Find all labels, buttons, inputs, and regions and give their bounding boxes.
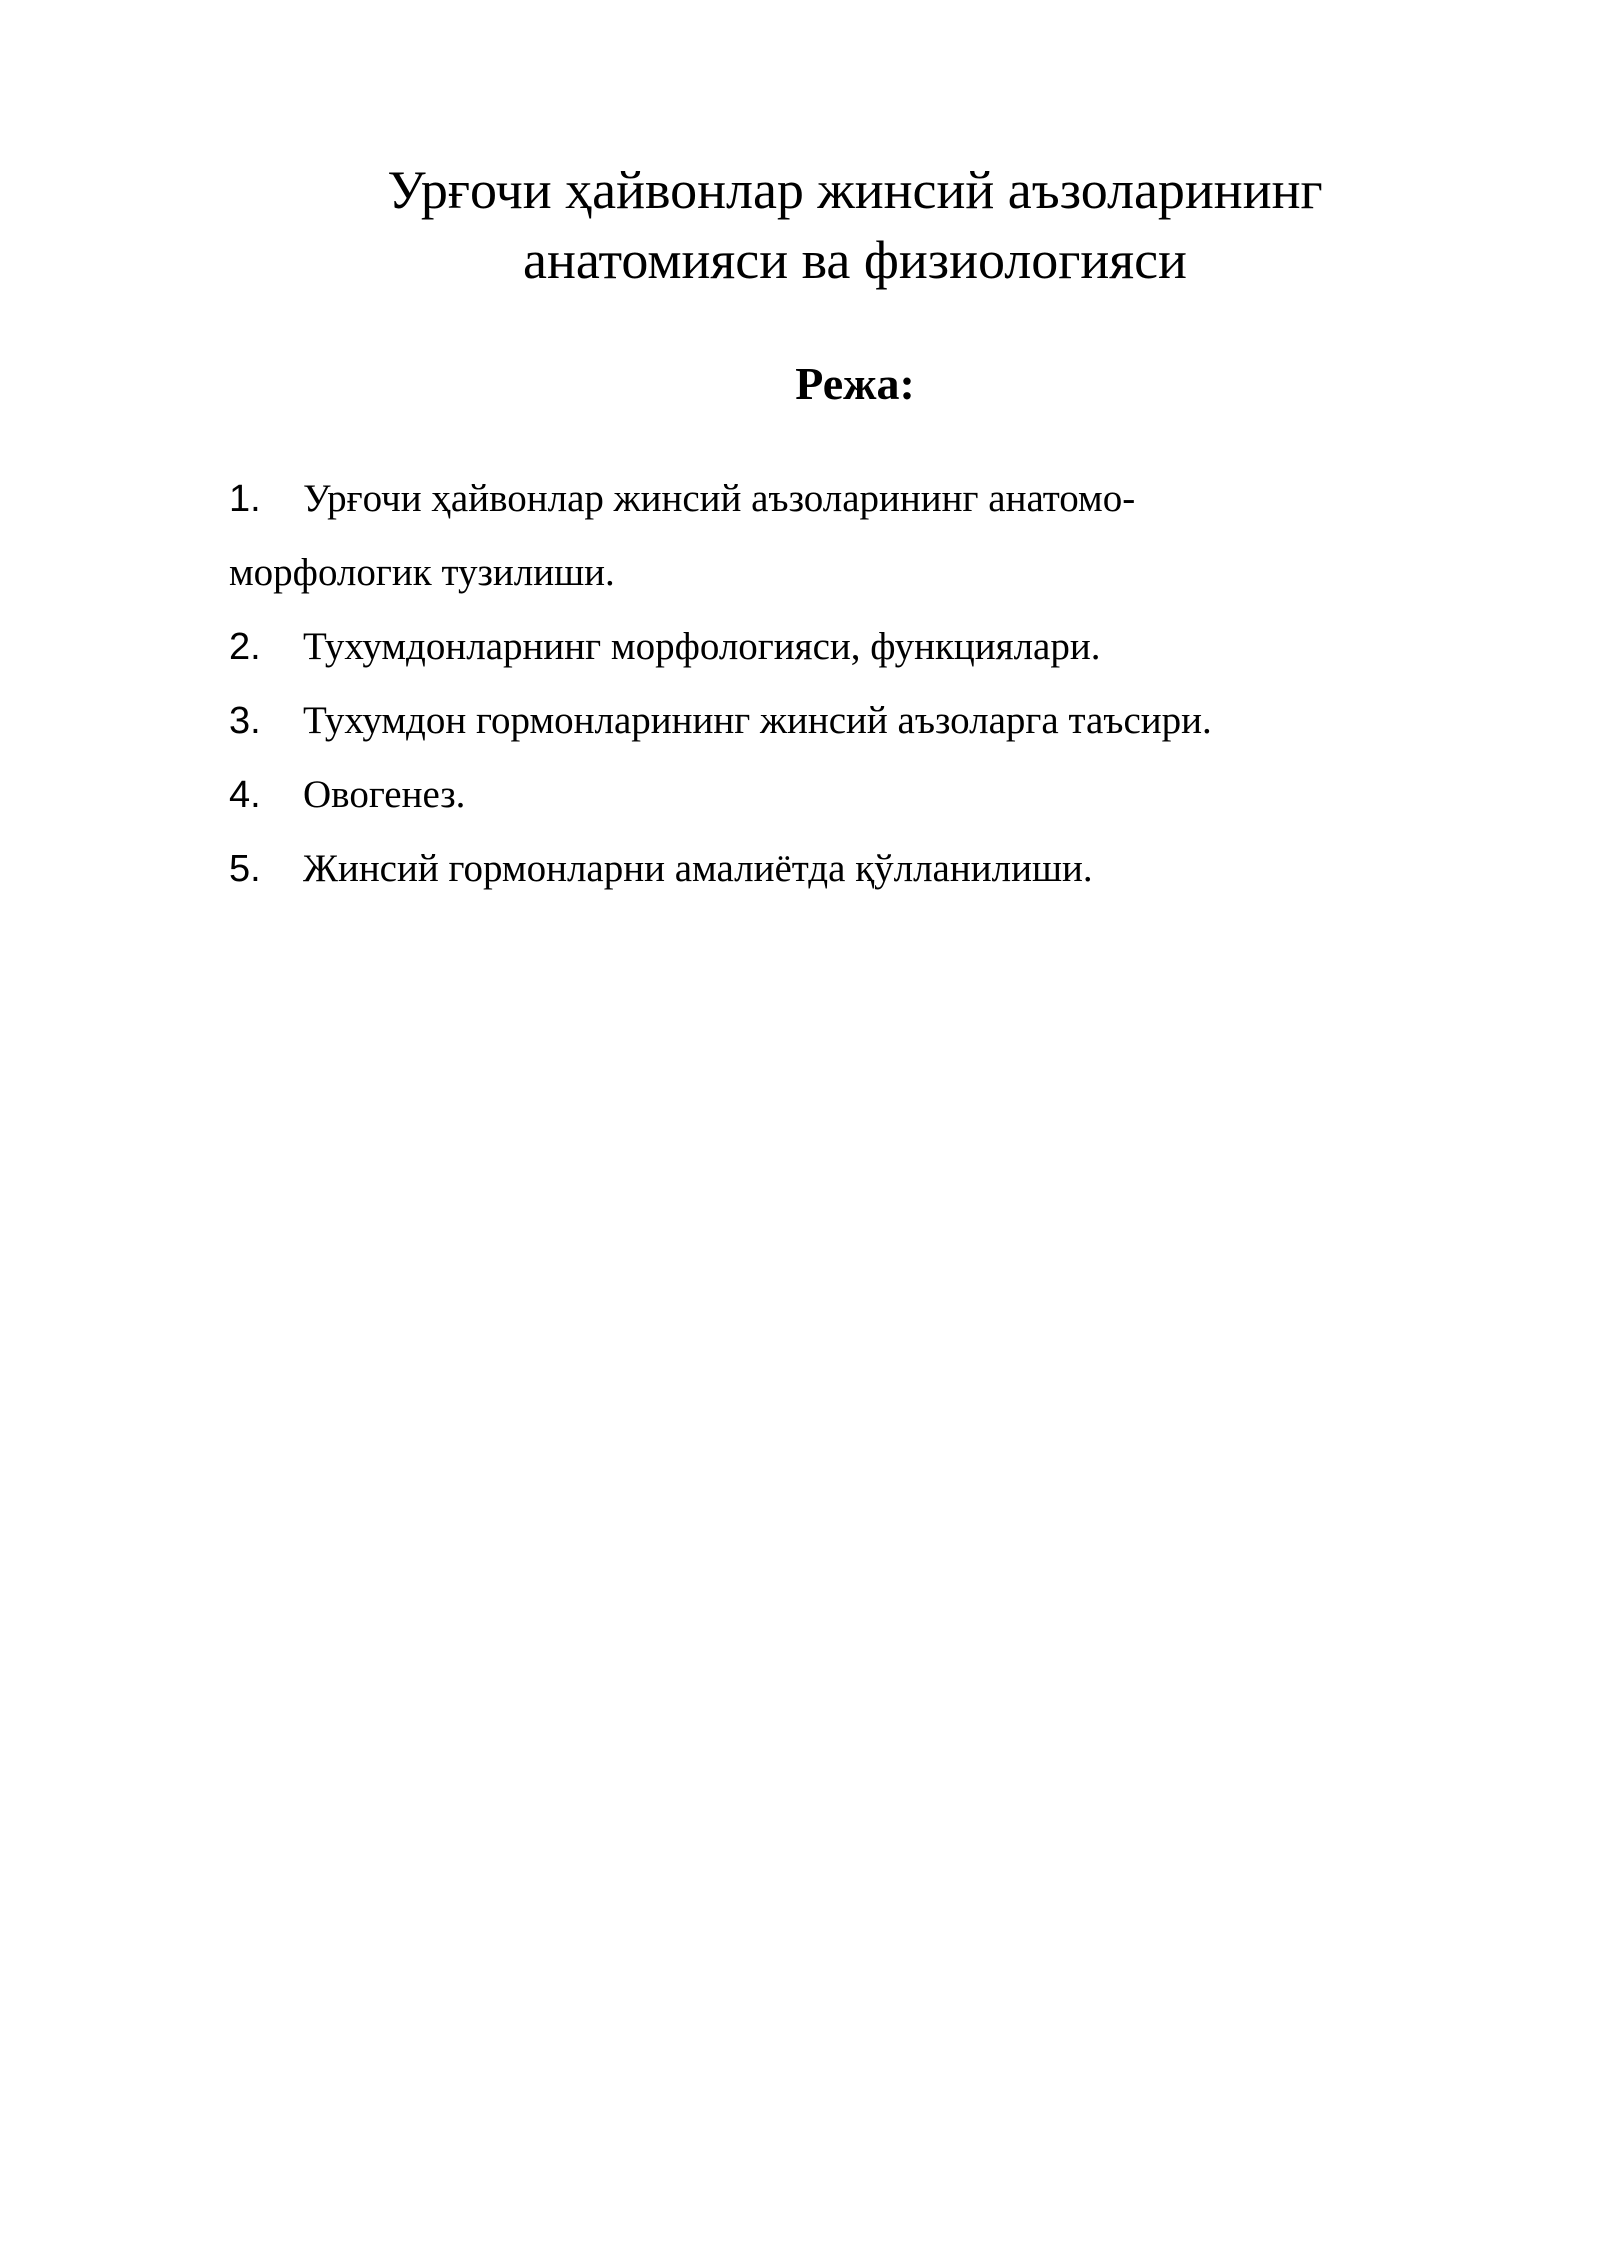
title-line-1: Урғочи ҳайвонлар жинсий аъзоларининг bbox=[387, 160, 1323, 220]
plan-list bbox=[229, 462, 1379, 906]
plan-item-number: 1. bbox=[229, 478, 261, 520]
plan-item-line bbox=[229, 462, 1379, 536]
plan-item-1 bbox=[229, 462, 1379, 610]
plan-item-number: 2. bbox=[229, 626, 261, 668]
plan-heading: Режа: bbox=[795, 358, 915, 409]
plan-item-number: 3. bbox=[229, 700, 261, 742]
document-title bbox=[330, 155, 1380, 295]
plan-item-text: Тухумдонларнинг морфологияси, функциялари. bbox=[303, 625, 1101, 668]
plan-item-line bbox=[229, 610, 1379, 684]
plan-item-line bbox=[229, 684, 1379, 758]
plan-item-5 bbox=[229, 832, 1379, 906]
plan-item-text: Овогенез. bbox=[303, 773, 466, 816]
plan-item-text: Жинсий гормонларни амалиётда қўлланилиши. bbox=[303, 847, 1093, 890]
plan-item-continuation: морфологик тузилиши. bbox=[229, 551, 615, 594]
plan-item-text: Тухумдон гормонларининг жинсий аъзоларга таъсири. bbox=[303, 699, 1212, 742]
plan-item-2 bbox=[229, 610, 1379, 684]
plan-item-line bbox=[229, 758, 1379, 832]
plan-item-3 bbox=[229, 684, 1379, 758]
plan-item-number: 4. bbox=[229, 774, 261, 816]
plan-item-4 bbox=[229, 758, 1379, 832]
plan-item-number: 5. bbox=[229, 848, 261, 890]
plan-item-line bbox=[229, 832, 1379, 906]
title-line-2: анатомияси ва физиологияси bbox=[523, 230, 1187, 290]
plan-item-text: Урғочи ҳайвонлар жинсий аъзоларининг анатомо- bbox=[303, 477, 1136, 520]
